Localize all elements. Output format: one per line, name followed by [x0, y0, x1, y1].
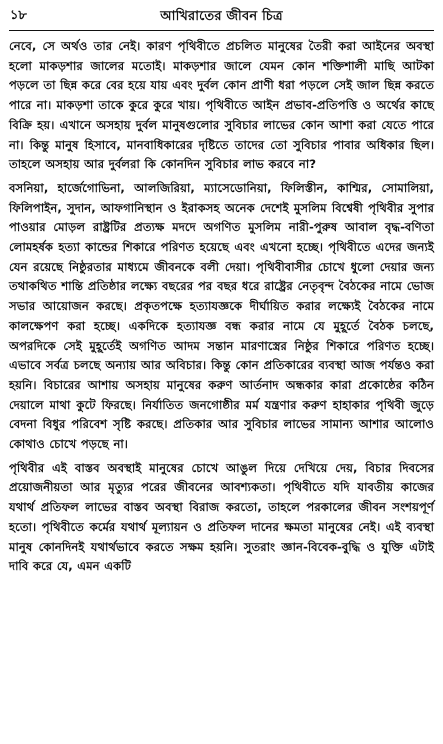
paragraph-3: পৃথিবীর এই বাস্তব অবস্থাই মানুষের চোখে আঙুল দিয়ে দেখিয়ে দেয়, বিচার দিবসের প্রয়োজনীয়তা আর মৃত্যুর পরের জীবনের আবশ্যকতা। পৃথিবীতে যদি যাবতীয় কাজের যথার্থ প্রতিফল লাভের বাস্তব অবস্থা বিরাজ করতো, তাহলে পরকালের জীবন সংশয়পূর্ণ হতো। পৃথিবীতে কর্মের যথার্থ মূল্যায়ন ও প্রতিফল দানের ক্ষমতা মানুষের নেই। এই ব্যবস্থা মানুষ কোনদিনই যথার্থভাবে করতে সক্ষম হয়নি। সুতরাং জ্ঞান-বিবেক-বুদ্ধি ও যুক্তি এটাই দাবি করে যে, এমন একটি	[9, 460, 434, 574]
page-header	[9, 6, 434, 31]
paragraph-2: বসনিয়া, হার্জেগোভিনা, আলজিরিয়া, ম্যাসেডোনিয়া, ফিলিস্তীন, কাশ্মির, সোমালিয়া, ফিলিপাইন, সুদান, আফগানিস্থান ও ইরাকসহ অনেক দেশেই মুসলিম বিশ্বেষী পৃথিবীর সুপার পাওয়ার মোড়ল রাষ্ট্রটির প্রত্যক্ষ মদদে অগণিত মুসলিম নারী-পুরুষ আবাল বৃদ্ধ-বণিতা লোমহর্ষক হত্যা কান্ডের শিকারে পরিণত হয়েছে এবং এখনো হচ্ছে। পৃথিবীতে এদের জন্যই যেন রয়েছে নিষ্ঠুরতার মাধ্যমে জীবনকে বলী দেয়া। পৃথিবীবাসীর চোখে ধুলো দেয়ার জন্য তথাকথিত শান্তি প্রতিষ্ঠার লক্ষ্যে বছরের পর বছর ধরে রাষ্ট্রের নেতৃবৃন্দ বৈঠকের নামে ভোজ সভার আয়োজন করছে। প্রকৃতপক্ষে হত্যাযজ্ঞকে দীর্ঘায়িত করার লক্ষ্যেই বৈঠকের নামে কালক্ষেপণ করা হচ্ছে। একদিকে হত্যাযজ্ঞ বন্ধ করার নামে যে মুহূর্তে বৈঠক চলছে, অপরদিকে সেই মুহূর্তেই অগণিত আদম সন্তান মারণাস্ত্রের নিষ্ঠুর শিকারে পরিণত হচ্ছে। এভাবে সর্বত্র চলছে অন্যায় আর অবিচার। কিন্তু কোন প্রতিকারের ব্যবস্থা আজ পর্যন্তও করা হয়নি। বিচারের আশায় অসহায় মানুষের করুণ আর্তনাদ অন্ধকার কারা প্রকোষ্ঠের কঠিন দেয়ালে মাথা কুটে ফিরছে। নির্যাতিত জনগোষ্ঠীর মর্ম যন্ত্রণার করুণ হাহাকার পৃথিবী জুড়ে বেদনা বিধুর পরিবেশ সৃষ্টি করছে। প্রতিকার আর সুবিচার লাভের সামান্য আশার আলোও কোথাও চোখে পড়ছে না।	[9, 180, 434, 452]
body-text	[9, 37, 434, 577]
running-title: আখিরাতের জীবন চিত্র	[160, 9, 283, 24]
page-number: ১৮	[10, 8, 27, 23]
paragraph-1: নেবে, সে অর্থও তার নেই। কারণ পৃথিবীতে প্রচলিত মানুষের তৈরী করা আইনের অবস্থা হলো মাকড়শার জালের মতোই। মাকড়শার জালে যেমন কোন শক্তিশালী মাছি আটকা পড়লে তা ছিন্ন করে বের হয়ে যায় এবং দুর্বল কোন প্রাণী ধরা পড়লে সেই জাল ছিন্ন করতে পারে না। মাকড়শা তাকে কুরে কুরে খায়। পৃথিবীতে আইন প্রভাব-প্রতিপত্তি ও অর্থের কাছে বিক্রি হয়। এখানে অসহায় দুর্বল মানুষগুলোর সুবিচার লাভের কোন আশা করা যেতে পারে না। কিন্তু মানুষ হিসাবে, মানবাধিকারের দৃষ্টিতে তাদের তো সুবিচার পাবার অধিকার ছিল। তাহলে অসহায় আর দুর্বলরা কি কোনদিন সুবিচার লাভ করবে না?	[9, 39, 434, 172]
